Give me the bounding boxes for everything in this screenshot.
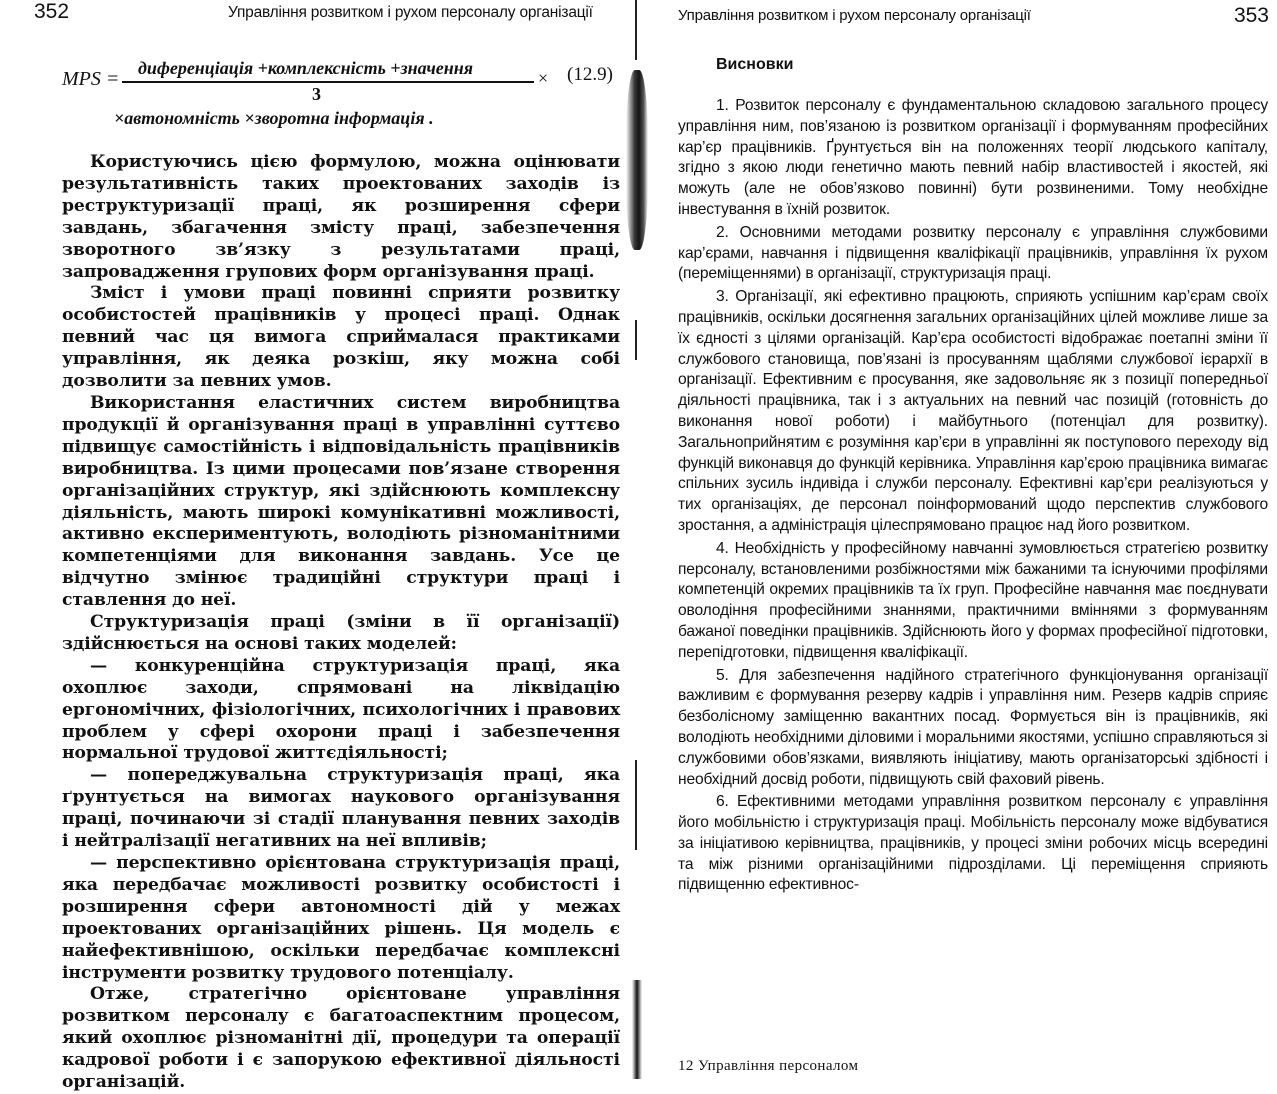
gutter-line: [635, 760, 637, 850]
conclusion-item: 6. Ефективними методами управління розвитком персоналу є управління його мобільністю і структуризація праці. Мобільність персоналу може відбуватися за ініціативою керівництва, працівників, у процесі зміни робочих місць всередині та між різними організаційними підрозділами. Ці переміщення сприяють підвищенню ефективнос-: [678, 793, 1268, 894]
right-body-text: [678, 96, 1268, 898]
paragraph: Використання еластичних систем виробництва продукції й організування праці в управлінні суттєво підвищує самостійність і відповідальність працівників виробництва. Із цими процесами пов’язане створення організаційних структур, які здійснюють комплексну діяльність, мають широкі комунікативні можливості, активно експериментують, володіють різноманітними компетенціями для виконання завдань. Усе це відчутно змінює традиційні структури праці і ставлення до неї.: [62, 392, 620, 611]
paragraph: Отже, стратегічно орієнтоване управління розвитком персоналу є багатоаспектним процесом, який охоплює різноманітні дії, процедури та операції кадрової роботи і є запорукою ефективної діяльності організацій.: [62, 984, 620, 1093]
running-head: Управління розвитком і рухом персоналу організації: [678, 7, 1031, 24]
conclusion-item: 3. Організації, які ефективно працюють, сприяють успішним кар’єрам своїх працівників, оскільки досягнення загальних організаційних цілей можливе лише за їх єдності з цілями організацій. Кар’єра особистості відображає поетапні зміни її службового становища, пов’язані із просуванням щаблями службової ієрархії в організації. Ефективним є просування, яке задовольняє як з позиції попередньої діяльності працівника, так і з актуальних на певний час позицій (готовність до виконання нової роботи) і майбутнього (потенціал для розвитку). Загальноприйнятим є розуміння кар’єри в управлінні як поступового переходу від функцій виконавця до функцій керівника. Управління кар’єрою працівника вимагає спільних зусиль індивіда і служби персоналу. Ефективні кар’єри реалізуються у тих організаціях, де персонал поінформований щодо перспектив службового зростання, а адміністрація цілеспрямовано працює над його розвитком.: [678, 288, 1268, 534]
gutter-shadow: [632, 980, 642, 1079]
conclusion-item: 5. Для забезпечення надійного стратегічного функціонування організації важливим є формування резерву кадрів і управління ним. Резерв кадрів сприяє безболісному заміщенню вакантних посад. Формується він із працівників, які володіють необхідними діловими і моральними якостями, успішно справляються зі службовими обов’язками, виявляють ініціативу, мають організаторські здібності і необхідний досвід роботи, підвищують свій фаховий рівень.: [678, 666, 1268, 788]
conclusion-item: 1. Розвиток персоналу є фундаментальною складовою загального процесу управління ним, пов’язаною із розвитком організації і формуванням професійних кар’єр працівників. Ґрунтується він на положеннях теорії людського капіталу, згідно з якою люди генетично мають певний набір властивостей і якостей, які можуть (але не обов’язково повинні) бути розвиненими. Тому необхідне інвестування в їхній розвиток.: [678, 97, 1268, 218]
page-number: 353: [1233, 4, 1269, 27]
formula-continuation: ×автономність ×зворотна інформація .: [114, 108, 434, 128]
formula-denominator: 3: [312, 84, 321, 104]
formula-lhs: MPS =: [62, 68, 120, 90]
paragraph: Користуючись цією формулою, можна оцінювати результативність таких проектованих заходів із реструктуризації праці, як розширення сфери завдань, збагачення змісту праці, забезпечення зворотного зв’язку з результатами праці, запровадження групових форм організування праці.: [62, 152, 620, 282]
formula-numerator: диференціація +комплексність +значення: [138, 58, 474, 78]
equation-number: (12.9): [567, 64, 613, 85]
page-footer: 12 Управління персоналом: [678, 1058, 859, 1074]
section-title: Висновки: [716, 56, 794, 73]
fraction-bar: [122, 81, 534, 83]
page-number: 352: [34, 0, 70, 23]
running-head: Управління розвитком і рухом персоналу організації: [228, 4, 593, 21]
gutter-line: [635, 320, 637, 360]
paragraph: Зміст і умови праці повинні сприяти розвитку особистостей працівників у процесі праці. Однак певний час ця вимога сприймалася практиками управління, як деяка розкіш, яку можна собі дозволити за певних умов.: [62, 283, 620, 392]
paragraph: Структуризація праці (зміни в її організації) здійснюється на основі таких моделей:: [62, 612, 620, 654]
left-body-text: [62, 152, 620, 1094]
conclusion-item: 4. Необхідність у професійному навчанні зумовлюється стратегією розвитку персоналу, встановленими розбіжностями між бажаними та існуючими профілями компетенцій окремих працівників та їх груп. Професійне навчання має поєднувати оволодіння професійними знаннями, практичними вміннями з формуванням бажаної поведінки працівників. Здійснюють його у формах професійної підготовки, перепідготовки, підвищення кваліфікації.: [678, 539, 1268, 661]
formula-times: ×: [538, 68, 549, 88]
list-item: — попереджувальна структуризація праці, яка ґрунтується на вимогах наукового організування праці, починаючи зі стадії планування певних заходів і нейтралізації негативних на неї впливів;: [62, 765, 620, 852]
formula-12-9: [62, 58, 622, 128]
gutter-line: [635, 0, 637, 60]
conclusion-item: 2. Основними методами розвитку персоналу є управління службовими кар’єрами, навчання і підвищення кваліфікації працівників, управління їх рухом (переміщеннями) в організації, структуризація праці.: [678, 223, 1268, 283]
list-item: — конкуренційна структуризація праці, яка охоплює заходи, спрямовані на ліквідацію ергономічних, фізіологічних, психологічних і правових проблем у сфері охорони праці і забезпечення нормальної трудової життєдіяльності;: [62, 655, 620, 764]
list-item: — перспективно орієнтована структуризація праці, яка передбачає можливості розвитку особистості і розширення сфери автономності дій у межах проектованих організаційних рішень. Ця модель є найефективнішою, оскільки передбачає комплексні інструменти розвитку трудового потенціалу.: [62, 853, 620, 983]
